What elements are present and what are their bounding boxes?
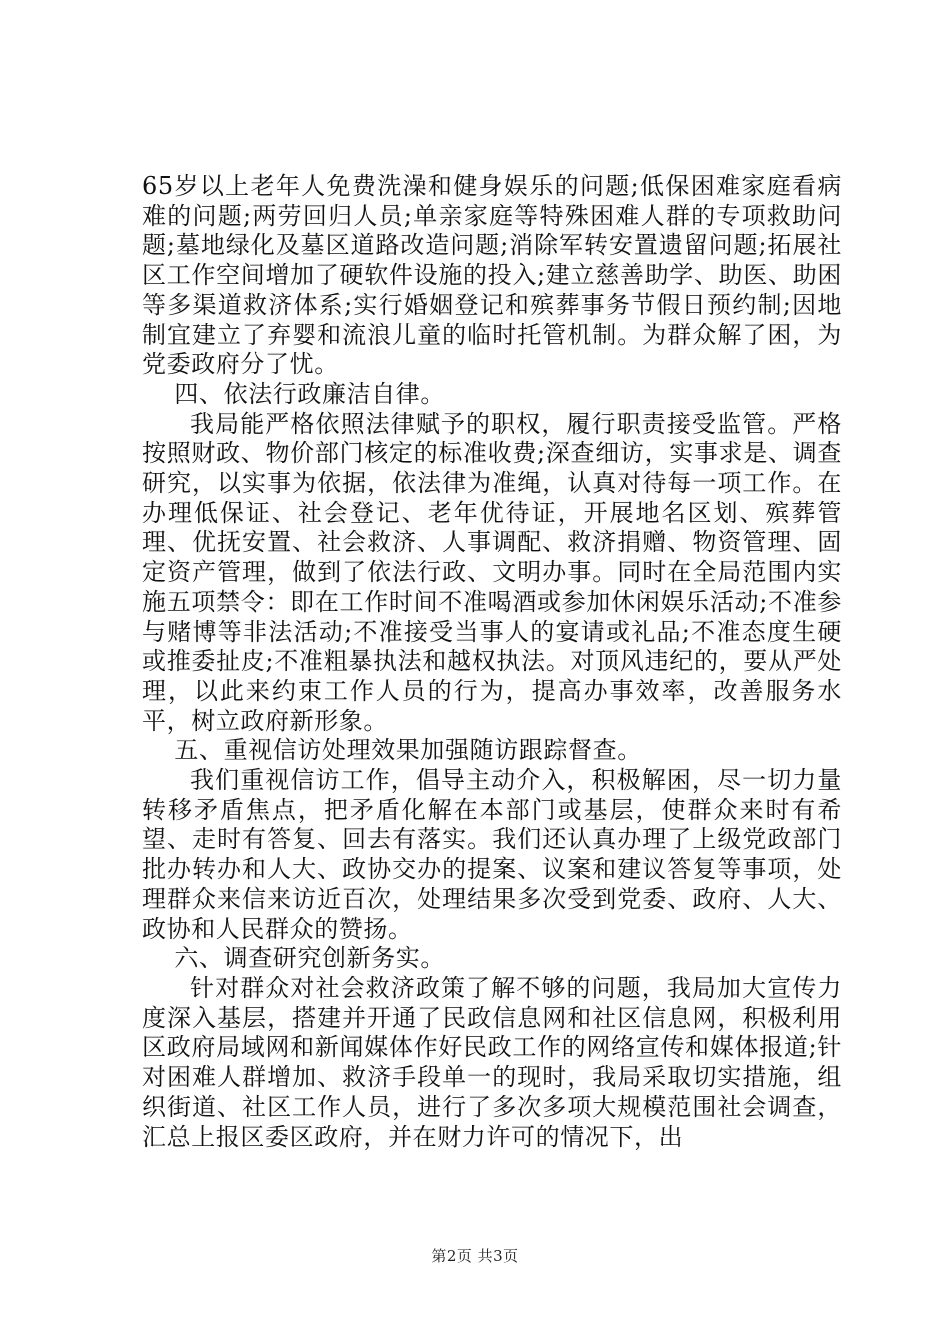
document-body: [142, 172, 842, 1152]
section-heading-6: 六、调查研究创新务实。: [174, 944, 445, 973]
page-number-label: 第2页 共3页: [431, 1247, 519, 1265]
paragraph-relief-projects: 65岁以上老年人免费洗澡和健身娱乐的问题;低保困难家庭看病难的问题;两劳回归人员;单亲家庭等特殊困难人群的专项救助问题;墓地绿化及墓区道路改造问题;消除军转安置遗留问题;拓展社区工作空间增加了硬软件设施的投入;建立慈善助学、助医、助困等多渠道救济体系;实行婚姻登记和殡葬事务节假日预约制;因地制宜建立了弃婴和流浪儿童的临时托管机制。为群众解了困，为党委政府分了忧。: [142, 172, 842, 379]
paragraph-lawful-administration: 我局能严格依照法律赋予的职权，履行职责接受监管。严格按照财政、物价部门核定的标准收费;深查细访，实事求是、调查研究，以实事为依据，依法律为准绳，认真对待每一项工作。在办理低保证、社会登记、老年优待证，开展地名区划、殡葬管理、优抚安置、社会救济、人事调配、救济捐赠、物资管理、固定资产管理，做到了依法行政、文明办事。同时在全局范围内实施五项禁令：即在工作时间不准喝酒或参加休闲娱乐活动;不准参与赌博等非法活动;不准接受当事人的宴请或礼品;不准态度生硬或推委扯皮;不准粗暴执法和越权执法。对顶风违纪的，要从严处理，以此来约束工作人员的行为，提高办事效率，改善服务水平，树立政府新形象。: [142, 409, 842, 735]
page-footer: [0, 1245, 950, 1266]
section-heading-4: 四、依法行政廉洁自律。: [174, 379, 445, 408]
paragraph-research-innovation: 针对群众对社会救济政策了解不够的问题，我局加大宣传力度深入基层，搭建并开通了民政信息网和社区信息网，积极利用区政府局域网和新闻媒体作好民政工作的网络宣传和媒体报道;针对困难人群增加、救济手段单一的现时，我局采取切实措施，组织街道、社区工作人员，进行了多次多项大规模范围社会调查，汇总上报区委区政府，并在财力许可的情况下，出: [142, 973, 842, 1151]
paragraph-petition-handling: 我们重视信访工作，倡导主动介入，积极解困，尽一切力量转移矛盾焦点，把矛盾化解在本部门或基层，使群众来时有希望、走时有答复、回去有落实。我们还认真办理了上级党政部门批办转办和人大、政协交办的提案、议案和建议答复等事项，处理群众来信来访近百次，处理结果多次受到党委、政府、人大、政协和人民群众的赞扬。: [142, 766, 842, 943]
section-heading-5: 五、重视信访处理效果加强随访跟踪督查。: [174, 736, 642, 765]
